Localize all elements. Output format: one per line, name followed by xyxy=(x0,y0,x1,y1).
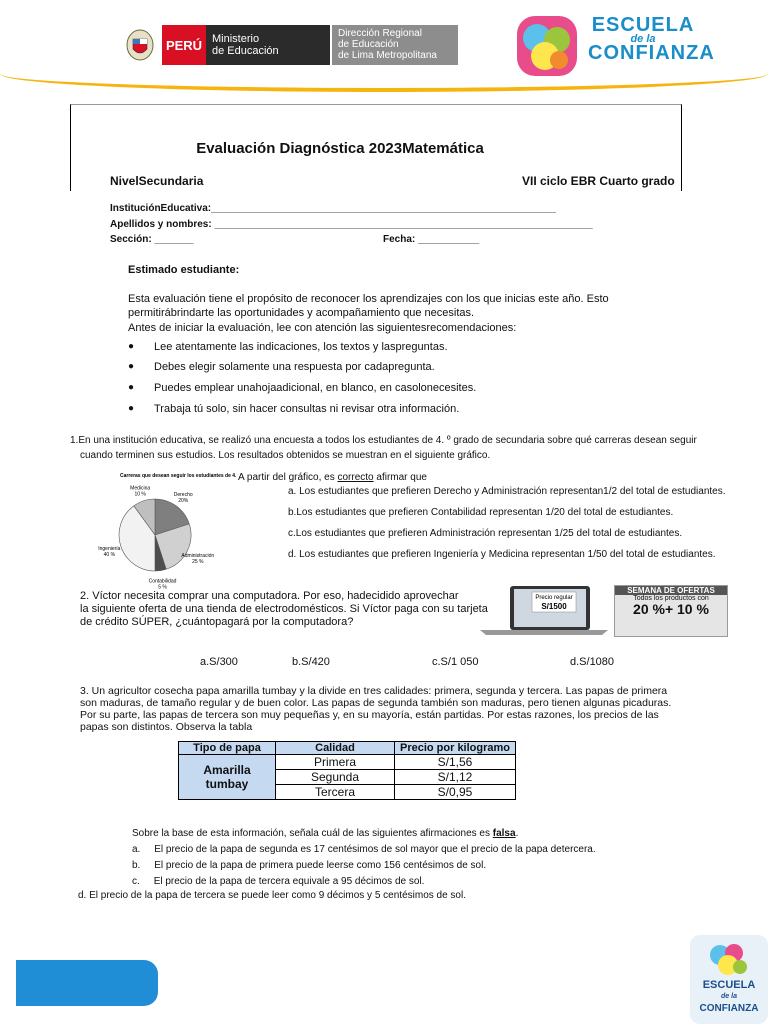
pie-label-derecho: Derecho 20% xyxy=(173,492,193,505)
pie-label-contabilidad: Contabilidad 5 % xyxy=(148,578,177,591)
q1-option-d[interactable]: d. Los estudiantes que prefieren Ingeniería y Medicina representan 1/50 del total de estudiantes. xyxy=(288,549,716,560)
header-divider xyxy=(0,70,768,92)
q1-prompt: A partir del gráfico, es correcto afirmar que xyxy=(238,472,427,483)
career-pie-chart xyxy=(85,470,237,591)
institucion-field[interactable]: InstituciónEducativa:______________________________________________________________ xyxy=(110,203,556,214)
q1-text: 1.En una institución educativa, se realizó una encuesta a todos los estudiantes de 4. º grado de secundaria sobre qué carreras desean seguir xyxy=(70,435,697,446)
table-cell: Primera xyxy=(276,755,395,770)
q1-option-c[interactable]: c.Los estudiantes que prefieren Administración representan 1/25 del total de estudiantes. xyxy=(288,528,683,539)
exam-title: Evaluación Diagnóstica 2023Matemática xyxy=(196,140,484,157)
q1-option-b[interactable]: b.Los estudiantes que prefieren Contabilidad representan 1/20 del total de estudiantes. xyxy=(288,507,674,518)
apellidos-field[interactable]: Apellidos y nombres: ____________________________________________________________________ xyxy=(110,219,593,230)
list-item: ● Trabaja tú solo, sin hacer consultas ni revisar otra información. xyxy=(154,403,459,415)
q1-text-cont: cuando terminen sus estudios. Los resultados obtenidos se muestran en el siguiente gráfico. xyxy=(80,450,491,461)
q2-option-a[interactable]: a.S/300 xyxy=(200,656,238,668)
ciclo-label: VII ciclo EBR Cuarto grado xyxy=(522,174,675,188)
pie-label-administración: Administración 25 % xyxy=(181,552,215,565)
q3-option-d[interactable]: d. El precio de la papa de tercera se puede leer como 9 décimos y 5 centésimos de sol. xyxy=(78,890,466,901)
intro-instruction: Antes de iniciar la evaluación, lee con atención las siguientesrecomendaciones: xyxy=(128,322,517,334)
q2-option-c[interactable]: c.S/1 050 xyxy=(432,656,479,668)
q2-text-line1: 2. Víctor necesita comprar una computadora. Por eso, hadecidido aprovechar xyxy=(80,590,459,602)
oferta-banner: SEMANA DE OFERTAS Todos los productos con 20 %+ 10 % xyxy=(614,585,728,637)
peru-shield-icon xyxy=(125,27,155,63)
q2-text-line2: la siguiente oferta de una tienda de electrodomésticos. Si Víctor paga con su tarjeta xyxy=(80,603,488,615)
fecha-field[interactable]: Fecha: ___________ xyxy=(383,234,480,245)
seccion-field[interactable]: Sección: _______ xyxy=(110,234,194,245)
table-cell: S/1,56 xyxy=(395,755,516,770)
escuela-footer-logo: ESCUELA de la CONFIANZA xyxy=(690,935,768,1024)
table-cell-type: Amarilla tumbay xyxy=(179,755,276,800)
q3-option-c[interactable]: c. El precio de la papa de tercera equivale a 95 décimos de sol. xyxy=(132,876,425,887)
table-header: Calidad xyxy=(276,742,395,755)
pie-label-ingeniería: Ingeniería 40 % xyxy=(98,545,121,558)
precio-regular-label: Precio regular xyxy=(535,595,573,601)
pie-label-medicina: Medicina 10 % xyxy=(130,485,151,498)
q2-text-line3: de crédito SÚPER, ¿cuántopagará por la computadora? xyxy=(80,616,354,628)
table-cell: Segunda xyxy=(276,770,395,785)
greeting: Estimado estudiante: xyxy=(128,264,240,276)
price-table xyxy=(178,741,516,800)
list-item: ● Puedes emplear unahojaadicional, en blanco, en casolonecesites. xyxy=(154,382,476,394)
q3-text: 3. Un agricultor cosecha papa amarilla tumbay y la divide en tres calidades: primera, segunda y tercera. Las papas de primera son maduras, de tamaño regular y de buen color. Las papas de segunda también son maduras, pero tienen algunas picaduras. Por su parte, las papas de tercera son muy pequeñas y, en su mayoría, están partidas. Por estas razones, los precios de las papas son distintos. Observa la tabla xyxy=(80,685,672,733)
escuela-logo-text: ESCUELA de la CONFIANZA xyxy=(588,14,715,64)
table-cell: S/0,95 xyxy=(395,785,516,800)
table-header: Precio por kilogramo xyxy=(395,742,516,755)
ministerio-label: Ministerio de Educación xyxy=(206,25,330,65)
list-item: ● Debes elegir solamente una respuesta por cadapregunta. xyxy=(154,361,435,373)
q2-option-b[interactable]: b.S/420 xyxy=(292,656,330,668)
intro-paragraph: Esta evaluación tiene el propósito de reconocer los aprendizajes con los que inicias este año. Esto permitirábrindarte las oportunidades y acompañamiento que necesitas. xyxy=(128,293,609,319)
chart-title: Carreras que desean seguir los estudiantes de 4. xyxy=(120,473,237,479)
table-cell: Tercera xyxy=(276,785,395,800)
q3-option-b[interactable]: b. El precio de la papa de primera puede leerse como 156 centésimos de sol. xyxy=(132,860,487,871)
peru-brand: PERÚ xyxy=(162,25,206,65)
precio-regular-value: S/1500 xyxy=(541,602,567,611)
table-row xyxy=(179,755,516,770)
hands-logo-icon xyxy=(515,14,579,78)
q2-option-d[interactable]: d.S/1080 xyxy=(570,656,615,668)
q3-option-a[interactable]: a. El precio de la papa de segunda es 17 centésimos de sol mayor que el precio de la papa detercera. xyxy=(132,844,596,855)
q3-prompt: Sobre la base de esta información, señala cuál de las siguientes afirmaciones es falsa. xyxy=(132,828,519,839)
footer-blue-tab xyxy=(16,960,158,1006)
table-header: Tipo de papa xyxy=(179,742,276,755)
list-item: ● Lee atentamente las indicaciones, los textos y laspreguntas. xyxy=(154,341,448,353)
dre-label: Dirección Regional de Educación de Lima Metropolitana xyxy=(332,25,458,65)
q1-option-a[interactable]: a. Los estudiantes que prefieren Derecho y Administración representan1/2 del total de estudiantes. xyxy=(288,486,726,497)
table-cell: S/1,12 xyxy=(395,770,516,785)
laptop-icon xyxy=(480,584,610,636)
nivel-label: NivelSecundaria xyxy=(110,174,204,188)
